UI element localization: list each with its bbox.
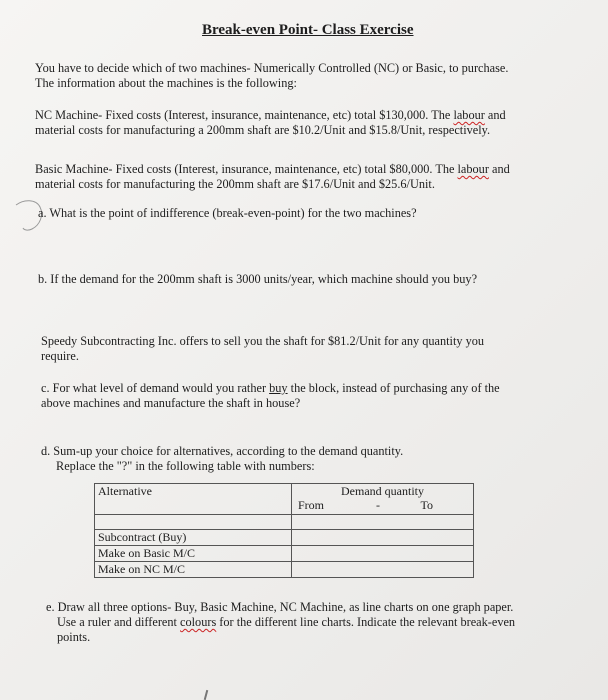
spellcheck-word: labour: [453, 108, 485, 122]
speedy-line-1: Speedy Subcontracting Inc. offers to sell you the shaft for $81.2/Unit for any quantity you: [41, 334, 485, 348]
intro-line-2: The information about the machines is the following:: [35, 76, 297, 90]
table-cell: Subcontract (Buy): [95, 530, 292, 546]
table-cell: [292, 515, 474, 530]
spellcheck-word: labour: [457, 162, 489, 176]
question-e-line-1: e. Draw all three options- Buy, Basic Machine, NC Machine, as line charts on one graph paper.: [46, 600, 514, 614]
table-row: [95, 546, 474, 562]
question-c-line-1: c. For what level of demand would you rather buy the block, instead of purchasing any of the: [41, 381, 500, 395]
pen-tick-mark: [204, 690, 209, 700]
table-cell: [292, 530, 474, 546]
question-b: b. If the demand for the 200mm shaft is 3000 units/year, which machine should you buy?: [38, 272, 478, 286]
table-header-demand: Demand quantity From - To: [292, 484, 474, 515]
alternatives-table: [94, 483, 474, 578]
table-cell: [292, 546, 474, 562]
table-cell: [95, 515, 292, 530]
table-row: [95, 562, 474, 578]
intro-line-1: You have to decide which of two machines- Numerically Controlled (NC) or Basic, to purchase.: [35, 61, 509, 75]
table-row: [95, 530, 474, 546]
question-c-line-2: above machines and manufacture the shaft in house?: [41, 396, 301, 410]
question-e-line-3: points.: [57, 630, 91, 644]
table-row: [95, 515, 474, 530]
table-cell: [292, 562, 474, 578]
basic-line-1: Basic Machine- Fixed costs (Interest, insurance, maintenance, etc) total $80,000. The labour and: [35, 162, 510, 176]
question-d-line-1: d. Sum-up your choice for alternatives, according to the demand quantity.: [41, 444, 404, 458]
question-e-line-2: Use a ruler and different colours for the different line charts. Indicate the relevant break-even: [57, 615, 516, 629]
page-title: Break-even Point- Class Exercise: [202, 22, 414, 38]
table-cell: Make on NC M/C: [95, 562, 292, 578]
question-d-line-2: Replace the "?" in the following table with numbers:: [56, 459, 315, 473]
question-a: a. What is the point of indifference (break-even-point) for the two machines?: [38, 206, 417, 220]
speedy-line-2: require.: [41, 349, 79, 363]
basic-line-2: material costs for manufacturing the 200mm shaft are $17.6/Unit and $25.6/Unit.: [35, 177, 435, 191]
nc-line-1: NC Machine- Fixed costs (Interest, insurance, maintenance, etc) total $130,000. The labour and: [35, 108, 506, 122]
table-header-row: [95, 484, 474, 515]
spellcheck-word: colours: [180, 615, 217, 629]
table-header-alternative: Alternative: [95, 484, 292, 515]
table-cell: Make on Basic M/C: [95, 546, 292, 562]
nc-line-2: material costs for manufacturing a 200mm shaft are $10.2/Unit and $15.8/Unit, respectively.: [35, 123, 491, 137]
